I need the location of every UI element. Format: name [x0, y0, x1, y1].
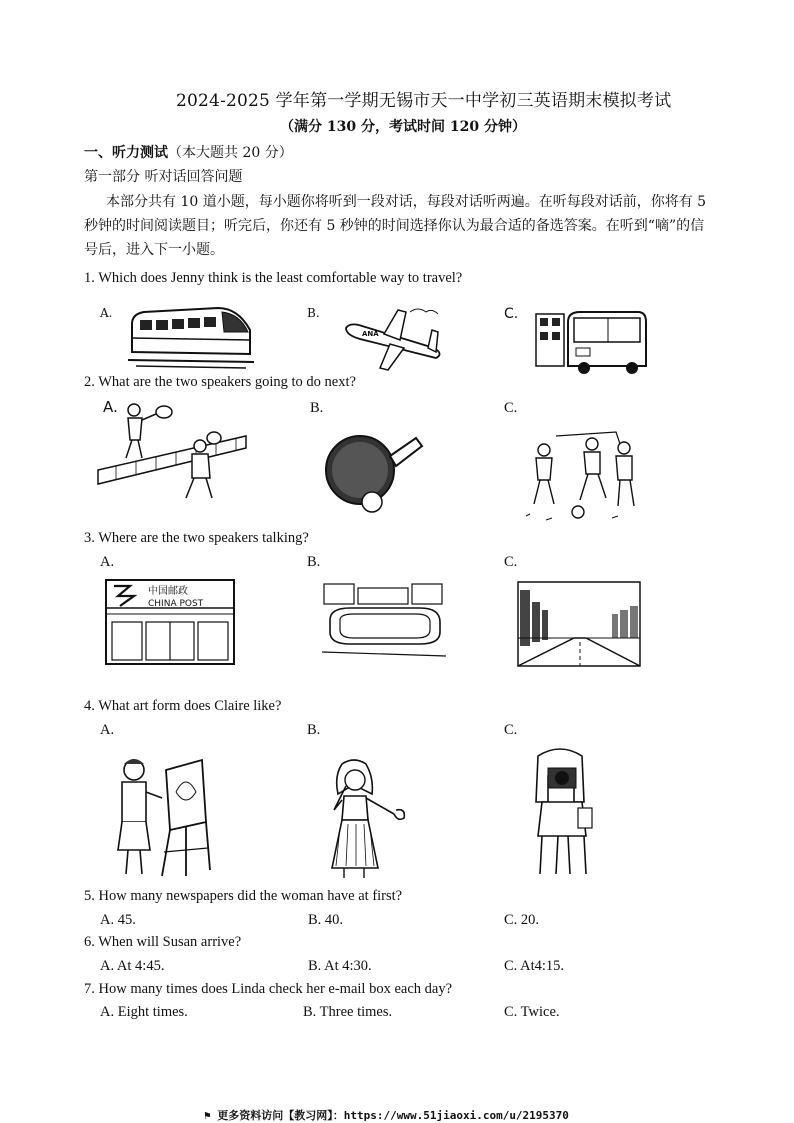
q1-option-a: A. [100, 306, 113, 320]
q5-option-a: A. 45. [100, 912, 136, 928]
stadium-image [320, 580, 448, 660]
section-heading [84, 142, 293, 162]
q2-option-b: B. [310, 400, 324, 416]
footer [204, 1107, 569, 1123]
q6-option-a: A. At 4:45. [100, 958, 165, 974]
q6-option-c: C. At4:15. [504, 958, 565, 974]
question-1: 1. Which does Jenny think is the least comfortable way to travel? [84, 270, 463, 286]
section-heading-title: 一、听力测试 [84, 145, 168, 161]
bus-image [528, 308, 648, 376]
q3-option-b: B. [307, 554, 321, 570]
svg-text:ANA: ANA [362, 330, 379, 338]
soccer-image [516, 424, 644, 524]
painting-image [106, 752, 216, 880]
plane-image [340, 304, 444, 374]
photography-image [520, 746, 606, 878]
q7-option-c: C. Twice. [504, 1004, 560, 1020]
q4-option-c: C. [504, 722, 518, 738]
exam-info: （满分 130 分，考试时间 120 分钟） [280, 119, 526, 135]
instructions: 本部分共有 10 道小题，每小题你将听到一段对话，每段对话听两遍。在听每段对话前，你将有 5 秒钟的时间阅读题目；听完后，你还有 5 秒钟的时间选择你认为最合适的备选答案。在听到“嘀”的信号后，进入下一小题。 [84, 194, 707, 258]
q3-option-a: A. [100, 554, 115, 570]
q2-option-a: A. [103, 398, 118, 416]
q5-option-c: C. 20. [504, 912, 540, 928]
train-image [126, 300, 256, 370]
question-5: 5. How many newspapers did the woman have at first? [84, 888, 403, 904]
footer-link[interactable]: 更多资料访问【教习网】：https://www.51jiaoxi.com/u/2195370 [217, 1109, 569, 1122]
q4-option-b: B. [307, 722, 321, 738]
q1-option-b: B. [307, 306, 320, 320]
post-office-sign-english: CHINA POST [148, 599, 204, 609]
tennis-image [96, 398, 250, 506]
table-tennis-image [320, 426, 424, 516]
q6-option-b: B. At 4:30. [308, 958, 372, 974]
q1-option-c: C. [504, 306, 519, 322]
post-office-image [104, 578, 236, 668]
q5-option-b: B. 40. [308, 912, 344, 928]
question-6: 6. When will Susan arrive? [84, 934, 242, 950]
q2-option-c: C. [504, 400, 518, 416]
q7-option-b: B. Three times. [303, 1004, 393, 1020]
section-heading-note: （本大题共 20 分） [168, 145, 293, 161]
q7-option-a: A. Eight times. [100, 1004, 188, 1020]
flag-icon: ⚑ [204, 1109, 211, 1122]
question-3: 3. Where are the two speakers talking? [84, 530, 309, 546]
page-title: 2024-2025 学年第一学期无锡市天一中学初三英语期末模拟考试 [176, 91, 672, 111]
post-office-sign-chinese: 中国邮政 [148, 586, 188, 597]
part-heading: 第一部分 听对话回答问题 [84, 169, 243, 185]
street-image [516, 580, 642, 668]
q3-option-c: C. [504, 554, 518, 570]
singing-image [316, 758, 416, 880]
question-4: 4. What art form does Claire like? [84, 698, 282, 714]
question-7: 7. How many times does Linda check her e-mail box each day? [84, 981, 453, 997]
question-2: 2. What are the two speakers going to do next? [84, 374, 356, 390]
q4-option-a: A. [100, 722, 115, 738]
